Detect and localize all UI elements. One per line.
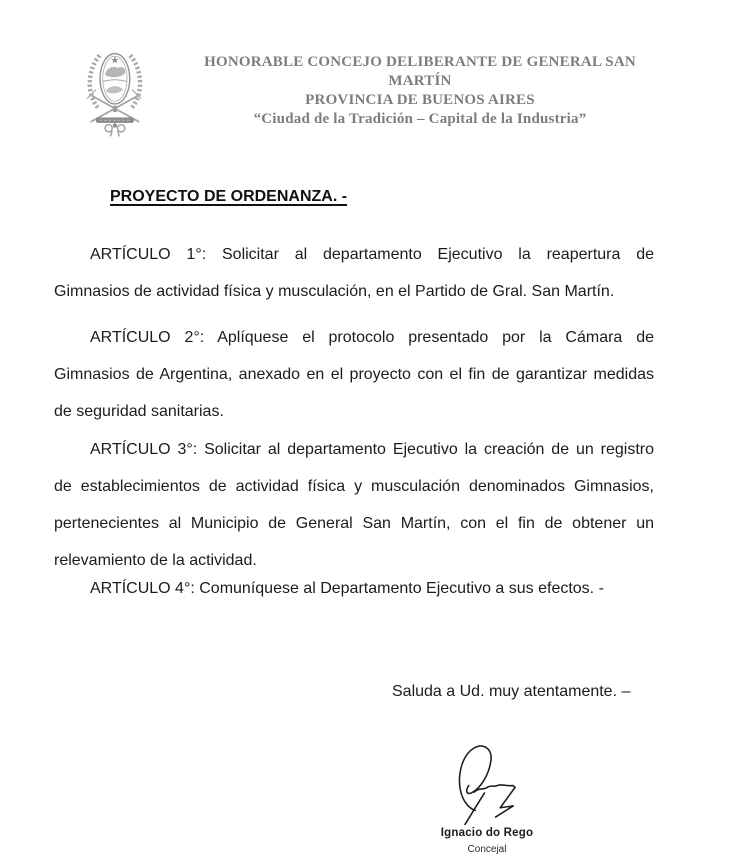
signature-scrawl-icon [440, 742, 540, 830]
article-2-line: Gimnasios de Argentina, anexado en el proyecto con el fin de garantizar medidas [54, 366, 654, 383]
article-3-line: ARTÍCULO 3°: Solicitar al departamento Ejecutivo la creación de un registro [90, 441, 654, 458]
article-3-line: relevamiento de la actividad. [54, 552, 257, 569]
article-3-line: de establecimientos de actividad física y musculación denominados Gimnasios, [54, 478, 654, 495]
signatory-name: Ignacio do Rego [440, 827, 534, 839]
letterhead-motto: “Ciudad de la Tradición – Capital de la Industria” [253, 111, 587, 127]
article-2-line: ARTÍCULO 2°: Aplíquese el protocolo presentado por la Cámara de [90, 329, 654, 346]
letterhead-org-line1: HONORABLE CONCEJO DELIBERANTE DE GENERAL SAN [204, 54, 636, 70]
article-3-line: pertenecientes al Municipio de General San Martín, con el fin de obtener un [54, 515, 654, 532]
article-3 [54, 431, 654, 579]
letterhead-province: PROVINCIA DE BUENOS AIRES [305, 92, 535, 108]
signatory-role: Concejal [467, 844, 507, 855]
article-1 [54, 236, 654, 310]
article-4-line: ARTÍCULO 4°: Comuníquese al Departamento Ejecutivo a sus efectos. - [90, 580, 604, 597]
letterhead [190, 53, 650, 129]
letterhead-org-line2: MARTÍN [388, 73, 452, 89]
closing-salutation: Saluda a Ud. muy atentamente. – [392, 683, 631, 700]
article-1-line: ARTÍCULO 1°: Solicitar al departamento Ejecutivo la reapertura de [90, 246, 654, 263]
article-2-line: de seguridad sanitarias. [54, 403, 224, 420]
article-1-line: Gimnasios de actividad física y musculación, en el Partido de Gral. San Martín. [54, 283, 615, 300]
article-2 [54, 319, 654, 430]
document-title: PROYECTO DE ORDENANZA. - [110, 188, 348, 205]
coat-of-arms-icon [78, 40, 150, 140]
article-4 [54, 570, 654, 607]
